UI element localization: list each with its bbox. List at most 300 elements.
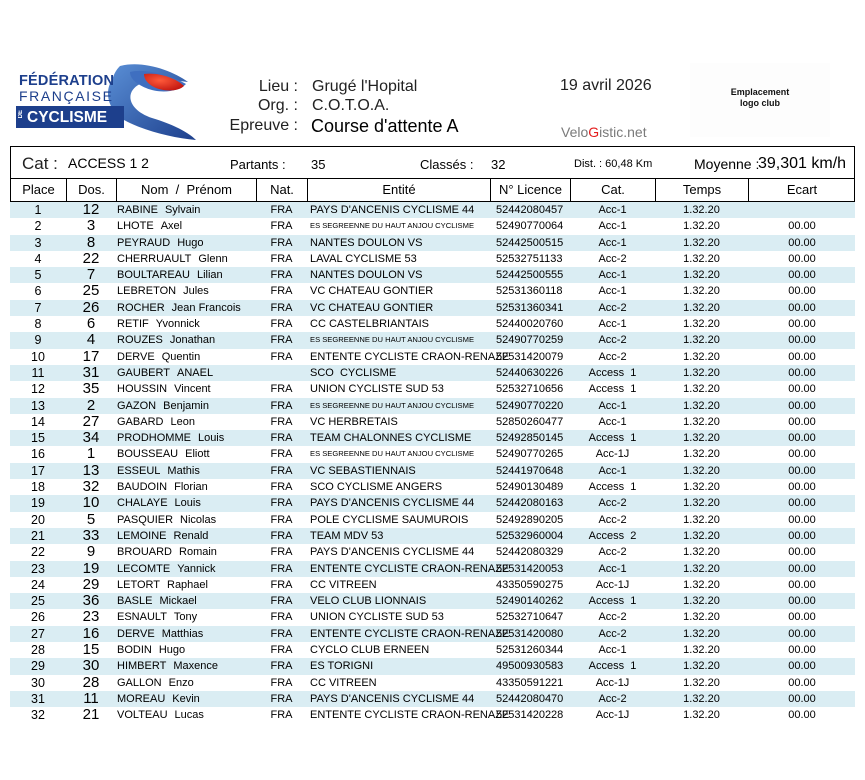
table-row [10,463,855,479]
cell-dossard: 36 [82,592,100,610]
table-row [10,512,855,528]
cell-entite: VC HERBRETAIS [310,415,398,428]
logo-line-francaise: FRANÇAISE [19,88,114,104]
cell-dossard: 10 [82,494,100,512]
cell-nom: GABARD [117,415,164,428]
cell-nationalite: FRA [270,334,293,347]
cell-nom-prenom [117,528,208,544]
cell-nom-prenom [117,561,216,577]
cell-licence: 52532751133 [496,252,563,265]
cell-prenom: Louis [174,497,201,510]
cell-prenom: Matthias [161,627,204,640]
cell-nom: GAUBERT [117,366,170,379]
cell-categorie: Acc-1 [598,562,627,575]
cell-prenom: Mickael [159,595,197,608]
cell-categorie: Acc-2 [598,611,627,624]
cell-categorie: Acc-2 [598,692,627,705]
table-row [10,626,855,642]
cell-temps: 1.32.20 [683,611,720,624]
cell-categorie: Acc-1J [595,676,630,689]
cell-ecart: 00.00 [788,269,816,282]
cell-dossard: 5 [86,510,96,528]
cell-prenom: Axel [160,220,183,233]
cell-place: 15 [31,431,45,446]
column-header-nationalite: Nat. [257,179,308,201]
cell-place: 19 [31,496,45,511]
cell-nom: ROCHER [117,301,165,314]
cell-nom-prenom [117,365,213,381]
cell-categorie: Acc-1 [598,204,627,216]
cell-licence: 52442080163 [496,497,564,510]
cell-categorie: Acc-2 [598,301,627,314]
table-row [10,316,855,332]
cell-place: 30 [31,675,45,690]
cell-temps: 1.32.20 [683,562,720,575]
cell-entite: ES SEGREENNE DU HAUT ANJOU CYCLISME [310,449,475,459]
cell-temps: 1.32.20 [683,627,720,640]
cell-place: 5 [34,268,42,283]
cell-categorie: Acc-2 [598,627,627,640]
cell-prenom: Yvonnick [155,318,200,331]
club-logo-line2: logo club [740,98,780,108]
cell-prenom: Romain [179,546,217,559]
cell-dossard: 25 [82,282,100,300]
cell-licence: 52531420053 [496,562,564,575]
cell-nom-prenom [117,430,224,446]
table-row [10,561,855,577]
cell-licence: 43350591221 [496,676,564,689]
cell-nationalite: FRA [270,660,293,673]
cell-categorie: Acc-2 [598,513,627,526]
cell-nom-prenom [117,349,200,365]
cell-temps: 1.32.20 [683,692,720,705]
lieu-label: Lieu : [258,78,298,95]
cell-prenom: Lucas [174,709,204,722]
cell-nom-prenom [117,675,194,691]
race-summary [10,146,855,179]
cell-nom-prenom [117,300,241,316]
cell-nationalite: FRA [270,252,293,265]
cell-place: 9 [34,333,42,348]
brand-highlight: G [588,124,600,140]
cell-temps: 1.32.20 [683,236,720,249]
cell-prenom: Hugo [158,644,186,657]
table-row [10,381,855,397]
cell-place: 27 [31,626,45,641]
cell-licence: 52441970648 [496,464,564,477]
cell-categorie: Acc-1J [595,578,630,591]
cell-dossard: 33 [82,526,100,544]
results-table-body [10,202,855,724]
cell-dossard: 34 [82,429,100,447]
cell-place: 1 [34,203,42,217]
column-header-ecart: Ecart [786,182,818,197]
classes-value: 32 [491,157,506,172]
cell-dossard: 29 [82,575,100,593]
cell-entite: UNION CYCLISTE SUD 53 [310,611,444,624]
table-row [10,267,855,283]
cell-entite: ENTENTE CYCLISTE CRAON-RENAZE [310,709,510,722]
cell-prenom: Raphael [167,578,208,591]
cell-nom-prenom [117,398,209,414]
cell-ecart: 00.00 [788,464,816,477]
cell-nom: GALLON [117,676,162,689]
cell-categorie: Acc-2 [598,350,627,363]
cell-entite: CYCLO CLUB ERNEEN [310,644,430,657]
cell-nom: BROUARD [117,546,173,559]
table-row [10,691,855,707]
cell-entite: LAVAL CYCLISME 53 [310,252,417,265]
cell-temps: 1.32.20 [683,350,720,363]
cell-prenom: Kevin [172,692,200,705]
cell-licence: 52492850145 [496,432,564,445]
cell-nationalite: FRA [270,627,293,640]
cell-place: 14 [31,414,45,429]
cell-licence: 52532960004 [496,529,564,542]
table-row [10,642,855,658]
cell-licence: 52490140262 [496,595,564,608]
cell-dossard: 30 [82,657,100,675]
cell-temps: 1.32.20 [683,204,720,216]
cell-ecart: 00.00 [788,562,816,575]
cell-place: 11 [31,365,45,380]
cell-entite: POLE CYCLISME SAUMUROIS [310,513,469,526]
cell-nom: PEYRAUD [117,236,171,249]
table-row [10,446,855,462]
cell-temps: 1.32.20 [683,578,720,591]
cell-nationalite: FRA [270,220,293,233]
cell-dossard: 15 [82,641,100,659]
cell-licence: 52531420080 [496,627,564,640]
cell-temps: 1.32.20 [683,709,720,722]
cell-ecart: 00.00 [788,595,816,608]
cell-nom-prenom [117,218,182,234]
table-row [10,365,855,381]
cell-nom-prenom [117,544,217,560]
cell-nationalite: FRA [270,497,293,510]
cell-licence: 52532710647 [496,611,564,624]
cell-temps: 1.32.20 [683,644,720,657]
table-row [10,675,855,691]
cell-entite: VC CHATEAU GONTIER [310,301,434,314]
cell-nationalite: FRA [270,529,293,542]
cell-ecart: 00.00 [788,578,816,591]
org-label: Org. : [257,97,298,114]
cell-nationalite: FRA [270,301,293,314]
cell-nom: DERVE [117,627,155,640]
moyenne-label: Moyenne : [694,156,760,172]
partants-value: 35 [311,157,326,172]
cell-licence: 49500930583 [496,660,564,673]
table-row [10,332,855,348]
cell-nom-prenom [117,202,200,218]
cell-ecart: 00.00 [788,318,816,331]
cell-nom-prenom [117,609,197,625]
club-logo-placeholder [690,63,830,137]
cell-nom-prenom [117,235,203,251]
cell-ecart: 00.00 [788,383,816,396]
cell-entite: NANTES DOULON VS [310,236,423,249]
table-row [10,202,855,218]
cell-nom-prenom [117,283,209,299]
cell-nom: GAZON [117,399,157,412]
cell-place: 16 [31,447,45,462]
cell-categorie: Acc-1J [595,709,630,722]
table-row [10,495,855,511]
cell-ecart: 00.00 [788,676,816,689]
cell-dossard: 27 [82,412,100,430]
cell-licence: 52442080457 [496,204,564,216]
cell-dossard: 23 [82,608,100,626]
cell-licence: 52492890205 [496,513,564,526]
cell-prenom: Tony [173,611,198,624]
cell-entite: ES SEGREENNE DU HAUT ANJOU CYCLISME [310,400,475,410]
cell-entite: CC VITREEN [310,676,377,689]
cell-dossard: 22 [82,249,100,267]
cell-nom-prenom [117,332,215,348]
cell-ecart: 00.00 [788,432,816,445]
cell-nationalite: FRA [270,318,293,331]
cell-dossard: 7 [86,266,96,284]
cell-nom-prenom [117,707,204,723]
cell-dossard: 4 [86,331,96,349]
cell-place: 31 [31,691,45,706]
table-row [10,479,855,495]
cell-categorie: Access 1 [588,481,637,494]
cell-temps: 1.32.20 [683,285,720,298]
cell-nom: ROUZES [117,334,163,347]
cell-place: 6 [34,284,42,299]
cell-nom-prenom [117,463,200,479]
cell-categorie: Acc-1 [598,644,627,657]
cell-entite: VELO CLUB LIONNAIS [310,595,427,608]
cell-prenom: Glenn [198,252,228,265]
cell-categorie: Acc-1 [598,269,627,282]
cell-nom: MOREAU [117,692,166,705]
cell-nom: RABINE [117,204,158,216]
cell-licence: 52442500515 [496,236,564,249]
cell-nationalite: FRA [270,350,293,363]
cell-ecart: 00.00 [788,236,816,249]
cell-dossard: 32 [82,478,100,496]
cell-nationalite: FRA [270,432,293,445]
cell-entite: ENTENTE CYCLISTE CRAON-RENAZE [310,350,510,363]
cell-place: 2 [34,219,42,234]
cell-nom: LECOMTE [117,562,171,575]
cell-ecart: 00.00 [788,252,816,265]
cell-nom: RETIF [117,318,149,331]
brand-suffix: istic.net [599,124,647,140]
brand-prefix: Velo [561,124,589,140]
cell-entite: CC CASTELBRIANTAIS [310,318,429,331]
cell-entite: PAYS D'ANCENIS CYCLISME 44 [310,204,475,216]
cell-nom-prenom [117,593,197,609]
table-row [10,300,855,316]
cell-place: 21 [31,528,45,543]
cell-dossard: 17 [82,347,100,365]
cell-ecart: 00.00 [788,627,816,640]
cell-nom: DERVE [117,350,155,363]
org-value: C.O.T.O.A. [312,97,390,114]
cell-place: 17 [31,463,45,478]
cell-prenom: Florian [174,481,208,494]
cell-temps: 1.32.20 [683,269,720,282]
cell-nom-prenom [117,691,200,707]
cell-place: 32 [31,708,45,723]
cell-ecart: 00.00 [788,350,816,363]
cell-licence: 43350590275 [496,578,564,591]
cell-nom: LHOTE [117,220,154,233]
cell-nationalite: FRA [270,595,293,608]
cell-nationalite: FRA [270,464,293,477]
cell-prenom: Renald [173,529,209,542]
cell-ecart: 00.00 [788,399,816,412]
cell-temps: 1.32.20 [683,529,720,542]
cell-entite: ES TORIGNI [310,660,374,673]
cell-dossard: 21 [82,706,100,724]
event-date: 19 avril 2026 [560,77,652,94]
cell-categorie: Acc-2 [598,334,627,347]
category-value: ACCESS 1 2 [68,155,149,171]
cell-licence: 52440630226 [496,366,564,379]
cell-prenom: Hugo [177,236,204,249]
cell-place: 18 [31,480,45,495]
cell-entite: PAYS D'ANCENIS CYCLISME 44 [310,692,475,705]
table-row [10,430,855,446]
logo-line-cyclisme: CYCLISME [27,109,108,126]
cell-entite: SCO CYCLISME [310,366,397,379]
cell-ecart: 00.00 [788,285,816,298]
cell-licence: 52531420079 [496,350,564,363]
cell-ecart: 00.00 [788,334,816,347]
cell-categorie: Acc-1 [598,285,627,298]
table-row [10,707,855,723]
cell-prenom: Vincent [174,383,211,396]
cell-entite: ENTENTE CYCLISTE CRAON-RENAZE [310,562,510,575]
cell-place: 28 [31,643,45,658]
cell-nationalite: FRA [270,546,293,559]
cell-place: 13 [31,398,45,413]
cell-temps: 1.32.20 [683,432,720,445]
cell-nationalite: FRA [270,481,293,494]
results-table-header [10,179,855,202]
cell-dossard: 31 [82,363,100,381]
cell-prenom: Mathis [167,464,200,477]
cell-dossard: 16 [82,624,100,642]
cell-nationalite: FRA [270,709,293,722]
table-row [10,577,855,593]
cell-entite: PAYS D'ANCENIS CYCLISME 44 [310,546,475,559]
cell-entite: VC SEBASTIENNAIS [310,464,416,477]
cell-nom: CHERRUAULT [117,252,192,265]
cell-temps: 1.32.20 [683,366,720,379]
cell-categorie: Access 1 [588,366,637,379]
cell-nationalite: FRA [270,383,293,396]
cell-nom: LEMOINE [117,529,167,542]
cell-prenom: Leon [170,415,195,428]
cell-place: 12 [31,382,45,397]
cell-temps: 1.32.20 [683,660,720,673]
cell-entite: ENTENTE CYCLISTE CRAON-RENAZE [310,627,510,640]
cell-ecart: 00.00 [788,546,816,559]
cell-nom: VOLTEAU [117,709,168,722]
cell-temps: 1.32.20 [683,220,720,233]
cell-ecart: 00.00 [788,415,816,428]
table-row [10,528,855,544]
cell-prenom: Jules [183,285,209,298]
logo-line-federation: FÉDÉRATION [19,73,115,89]
cell-nom: ESSEUL [117,464,161,477]
cell-ecart: 00.00 [788,660,816,673]
table-row [10,658,855,674]
cell-ecart: 00.00 [788,611,816,624]
cell-nom-prenom [117,479,208,495]
cell-place: 25 [31,594,45,609]
cell-nom: BASLE [117,595,153,608]
cell-nom: HOUSSIN [117,383,168,396]
cell-ecart: 00.00 [788,513,816,526]
club-logo-line1: Emplacement [730,87,790,97]
cell-nom: BOUSSEAU [117,448,179,461]
cell-entite: ES SEGREENNE DU HAUT ANJOU CYCLISME [310,335,475,345]
cell-ecart: 00.00 [788,709,816,722]
column-header-nom-prenom: Nom / Prénom [117,179,257,201]
table-row [10,609,855,625]
table-row [10,593,855,609]
cell-prenom: Jonathan [169,334,216,347]
cell-licence: 52531420228 [496,709,564,722]
cell-ecart: 00.00 [788,497,816,510]
cell-categorie: Acc-1 [598,399,627,412]
cell-nom: ESNAULT [117,611,167,624]
cell-nationalite: FRA [270,448,293,461]
column-header-dossard: Dos. [67,179,117,201]
epreuve-value: Course d'attente A [311,116,459,136]
cell-nom: HIMBERT [117,660,167,673]
cell-nationalite: FRA [270,513,293,526]
cell-entite: TEAM MDV 53 [310,529,384,542]
cell-place: 7 [34,300,42,315]
cell-prenom: Benjamin [163,399,209,412]
cell-prenom: Eliott [185,448,210,461]
table-row [10,283,855,299]
cell-place: 26 [31,610,45,625]
cell-entite: SCO CYCLISME ANGERS [310,481,443,494]
cell-nom: BAUDOIN [117,481,168,494]
cell-temps: 1.32.20 [683,464,720,477]
cell-temps: 1.32.20 [683,301,720,314]
cell-licence: 52490770220 [496,399,564,412]
cell-temps: 1.32.20 [683,318,720,331]
cell-place: 8 [34,317,42,332]
cell-dossard: 9 [86,543,96,561]
cell-nationalite: FRA [270,611,293,624]
cell-dossard: 3 [86,217,96,235]
cell-nom-prenom [117,414,195,430]
cell-dossard: 35 [82,380,100,398]
cell-dossard: 8 [86,233,96,251]
cell-dossard: 2 [86,396,96,414]
cell-temps: 1.32.20 [683,399,720,412]
cell-categorie: Acc-2 [598,252,627,265]
cell-nom-prenom [117,512,216,528]
cell-temps: 1.32.20 [683,481,720,494]
cell-dossard: 11 [83,689,99,707]
column-header-temps: Temps [656,179,749,201]
cell-ecart: 00.00 [788,301,816,314]
cell-nationalite: FRA [270,236,293,249]
cell-licence: 52532710656 [496,383,564,396]
